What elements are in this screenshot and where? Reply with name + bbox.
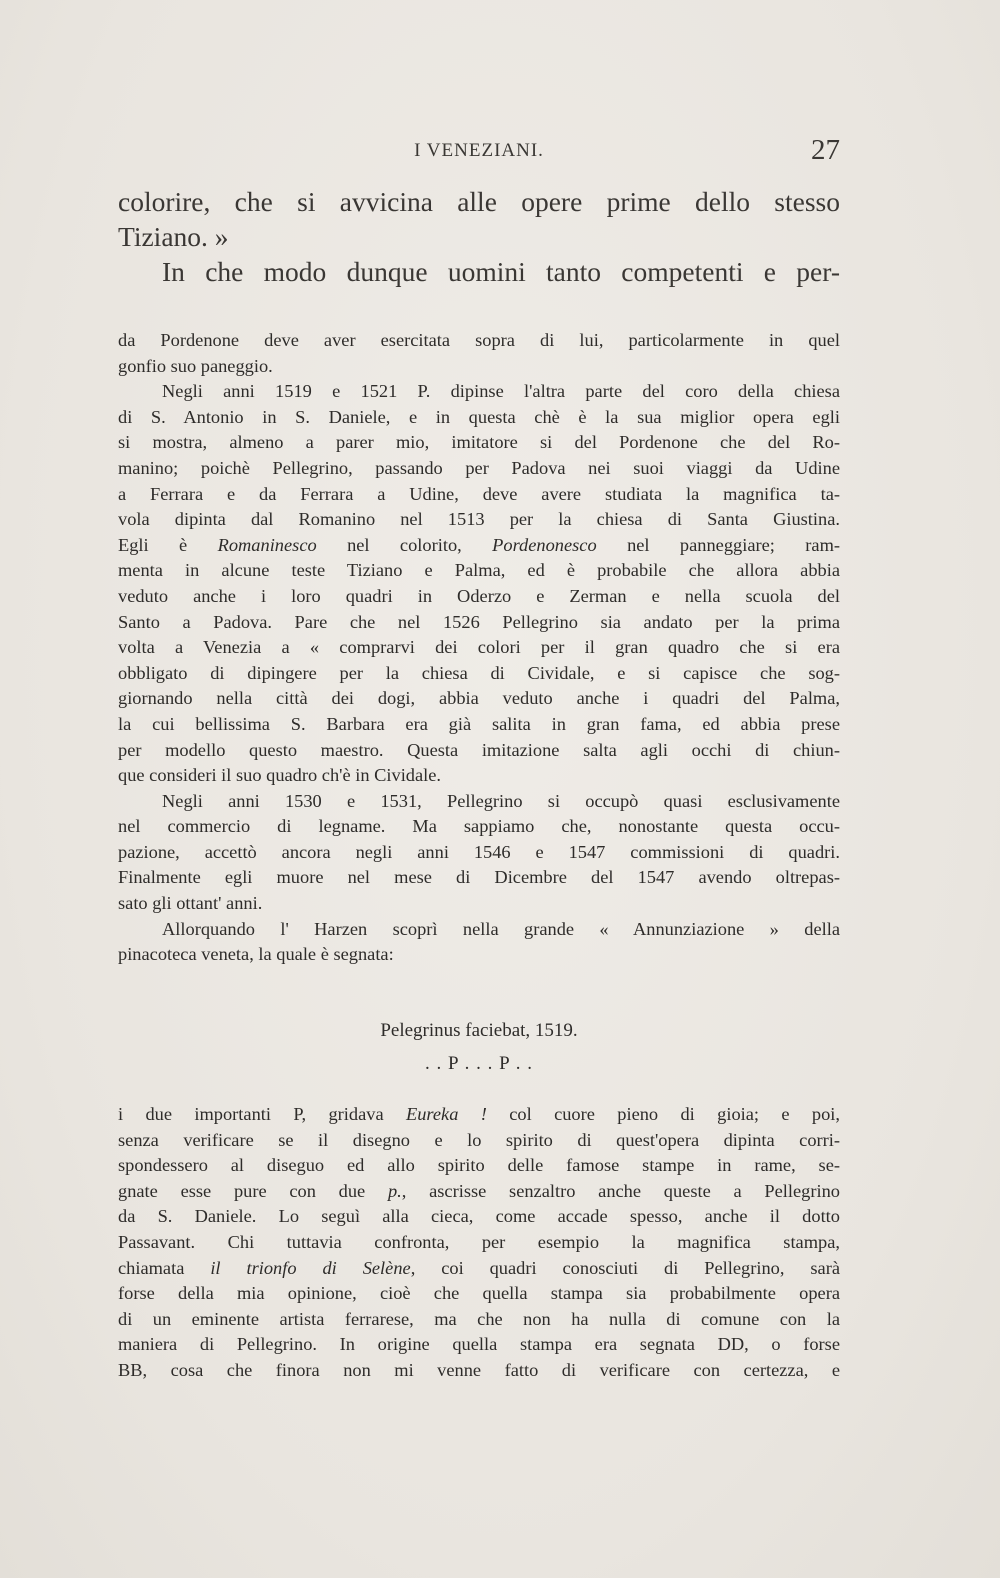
text-line: pinacoteca veneta, la quale è segnata: <box>118 944 394 965</box>
text-segment: gnate esse pure con due <box>118 1180 388 1201</box>
text-line: Finalmente egli muore nel mese di Dicembre del 1547 avendo oltrepas- <box>118 867 840 888</box>
text-line: Negli anni 1530 e 1531, Pellegrino si occupò quasi esclusivamente <box>162 790 840 811</box>
emphasis: p. <box>387 1180 402 1201</box>
text-line: veduto anche i loro quadri in Oderzo e Zerman e nella scuola del <box>118 585 840 606</box>
running-head <box>118 134 840 168</box>
text-line: maniera di Pellegrino. In origine quella stampa era segnata DD, o forse <box>118 1334 840 1355</box>
emphasis: Eureka ! <box>405 1104 487 1124</box>
text-line: Passavant. Chi tuttavia confronta, per esempio la magnifica stampa, <box>118 1231 840 1252</box>
text-line: si mostra, almeno a parer mio, imitatore si del Pordenone che del Ro- <box>118 432 840 453</box>
text-line: gonfio suo paneggio. <box>118 355 273 376</box>
emphasis: il trionfo di Selène <box>210 1257 411 1278</box>
text-line: la cui bellissima S. Barbara era già salita in gran fama, ed abbia prese <box>118 713 840 734</box>
text-line: di S. Antonio in S. Daniele, e in questa chè è la sua miglior opera egli <box>118 406 840 427</box>
text-line-with-emphasis <box>118 1179 840 1205</box>
text-line: forse della mia opinione, cioè che quella stampa sia probabilmente opera <box>118 1283 840 1304</box>
text-line-with-emphasis <box>118 1102 840 1128</box>
emphasis: Pordenonesco <box>492 534 597 555</box>
page-number: 27 <box>811 134 840 166</box>
text-segment: nel colorito, <box>316 534 493 555</box>
text-line: colorire, che si avvicina alle opere prime dello stesso <box>118 186 840 217</box>
text-line: vola dipinta dal Romanino nel 1513 per la chiesa di Santa Giustina. <box>118 509 840 530</box>
text-line-with-emphasis <box>118 1256 840 1282</box>
text-line: spondessero al diseguo ed allo spirito delle famose stampe in rame, se- <box>118 1155 840 1176</box>
large-type-paragraph <box>118 184 840 289</box>
text-line: giornando nella città dei dogi, abbia veduto anche i quadri del Palma, <box>118 688 840 709</box>
text-line-with-emphasis <box>118 533 840 559</box>
text-line: Negli anni 1519 e 1521 P. dipinse l'altra parte del coro della chiesa <box>162 381 840 402</box>
text-line: In che modo dunque uomini tanto competenti e per- <box>162 256 840 287</box>
text-line: BB, cosa che finora non mi venne fatto di verificare con certezza, e <box>118 1359 840 1380</box>
text-segment: nel panneggiare; ram- <box>596 534 840 555</box>
text-line: Santo a Padova. Pare che nel 1526 Pellegrino sia andato per la prima <box>118 611 840 632</box>
emphasis: Romaninesco <box>217 534 317 555</box>
text-line: da S. Daniele. Lo seguì alla cieca, come accade spesso, anche il dotto <box>118 1206 840 1227</box>
text-segment: chiamata <box>118 1257 211 1278</box>
text-line: que consideri il suo quadro ch'è in Cividale. <box>118 765 442 786</box>
text-line: pazione, accettò ancora negli anni 1546 e 1547 commissioni di quadri. <box>118 841 840 862</box>
text-line: a Ferrara e da Ferrara a Udine, deve avere studiata la magnifica ta- <box>118 483 840 504</box>
footnote-body <box>118 328 840 968</box>
text-segment: col cuore pieno di gioia; e poi, <box>486 1104 840 1124</box>
text-line: Allorquando l' Harzen scoprì nella grande « Annunziazione » della <box>162 918 840 939</box>
text-segment: , coi quadri conosciuti di Pellegrino, sarà <box>410 1257 841 1278</box>
text-line: senza verificare se il disegno e lo spirito di quest'opera dipinta corri- <box>118 1129 840 1150</box>
text-line: per modello questo maestro. Questa imitazione salta agli occhi di chiun- <box>118 739 840 760</box>
text-line: menta in alcune teste Tiziano e Palma, ed è probabile che allora abbia <box>118 560 840 581</box>
text-line: obbligato di dipingere per la chiesa di Cividale, e si capisce che sog- <box>118 662 840 683</box>
text-segment: , ascrisse senzaltro anche queste a Pellegrino <box>401 1180 840 1201</box>
running-title: I VENEZIANI. <box>414 140 544 161</box>
text-line: di un eminente artista ferrarese, ma che non ha nulla di comune con la <box>118 1308 840 1329</box>
footnote-continuation <box>118 1102 840 1384</box>
text-segment: i due importanti P, gridava <box>118 1104 406 1124</box>
text-segment: Egli è <box>118 534 218 555</box>
text-line: manino; poichè Pellegrino, passando per Padova nei suoi viaggi da Udine <box>118 457 840 478</box>
text-line: da Pordenone deve aver esercitata sopra di lui, particolarmente in quel <box>118 330 840 350</box>
text-line: nel commercio di legname. Ma sappiamo che, nonostante questa occu- <box>118 816 840 837</box>
text-line: volta a Venezia a « comprarvi dei colori per il gran quadro che si era <box>118 637 840 658</box>
text-line: Tiziano. » <box>118 221 229 252</box>
inscription-monogram: . . P . . . P . . <box>425 1053 533 1074</box>
inscription-line: Pelegrinus faciebat, 1519. <box>380 1020 578 1041</box>
text-line: sato gli ottant' anni. <box>118 893 263 914</box>
